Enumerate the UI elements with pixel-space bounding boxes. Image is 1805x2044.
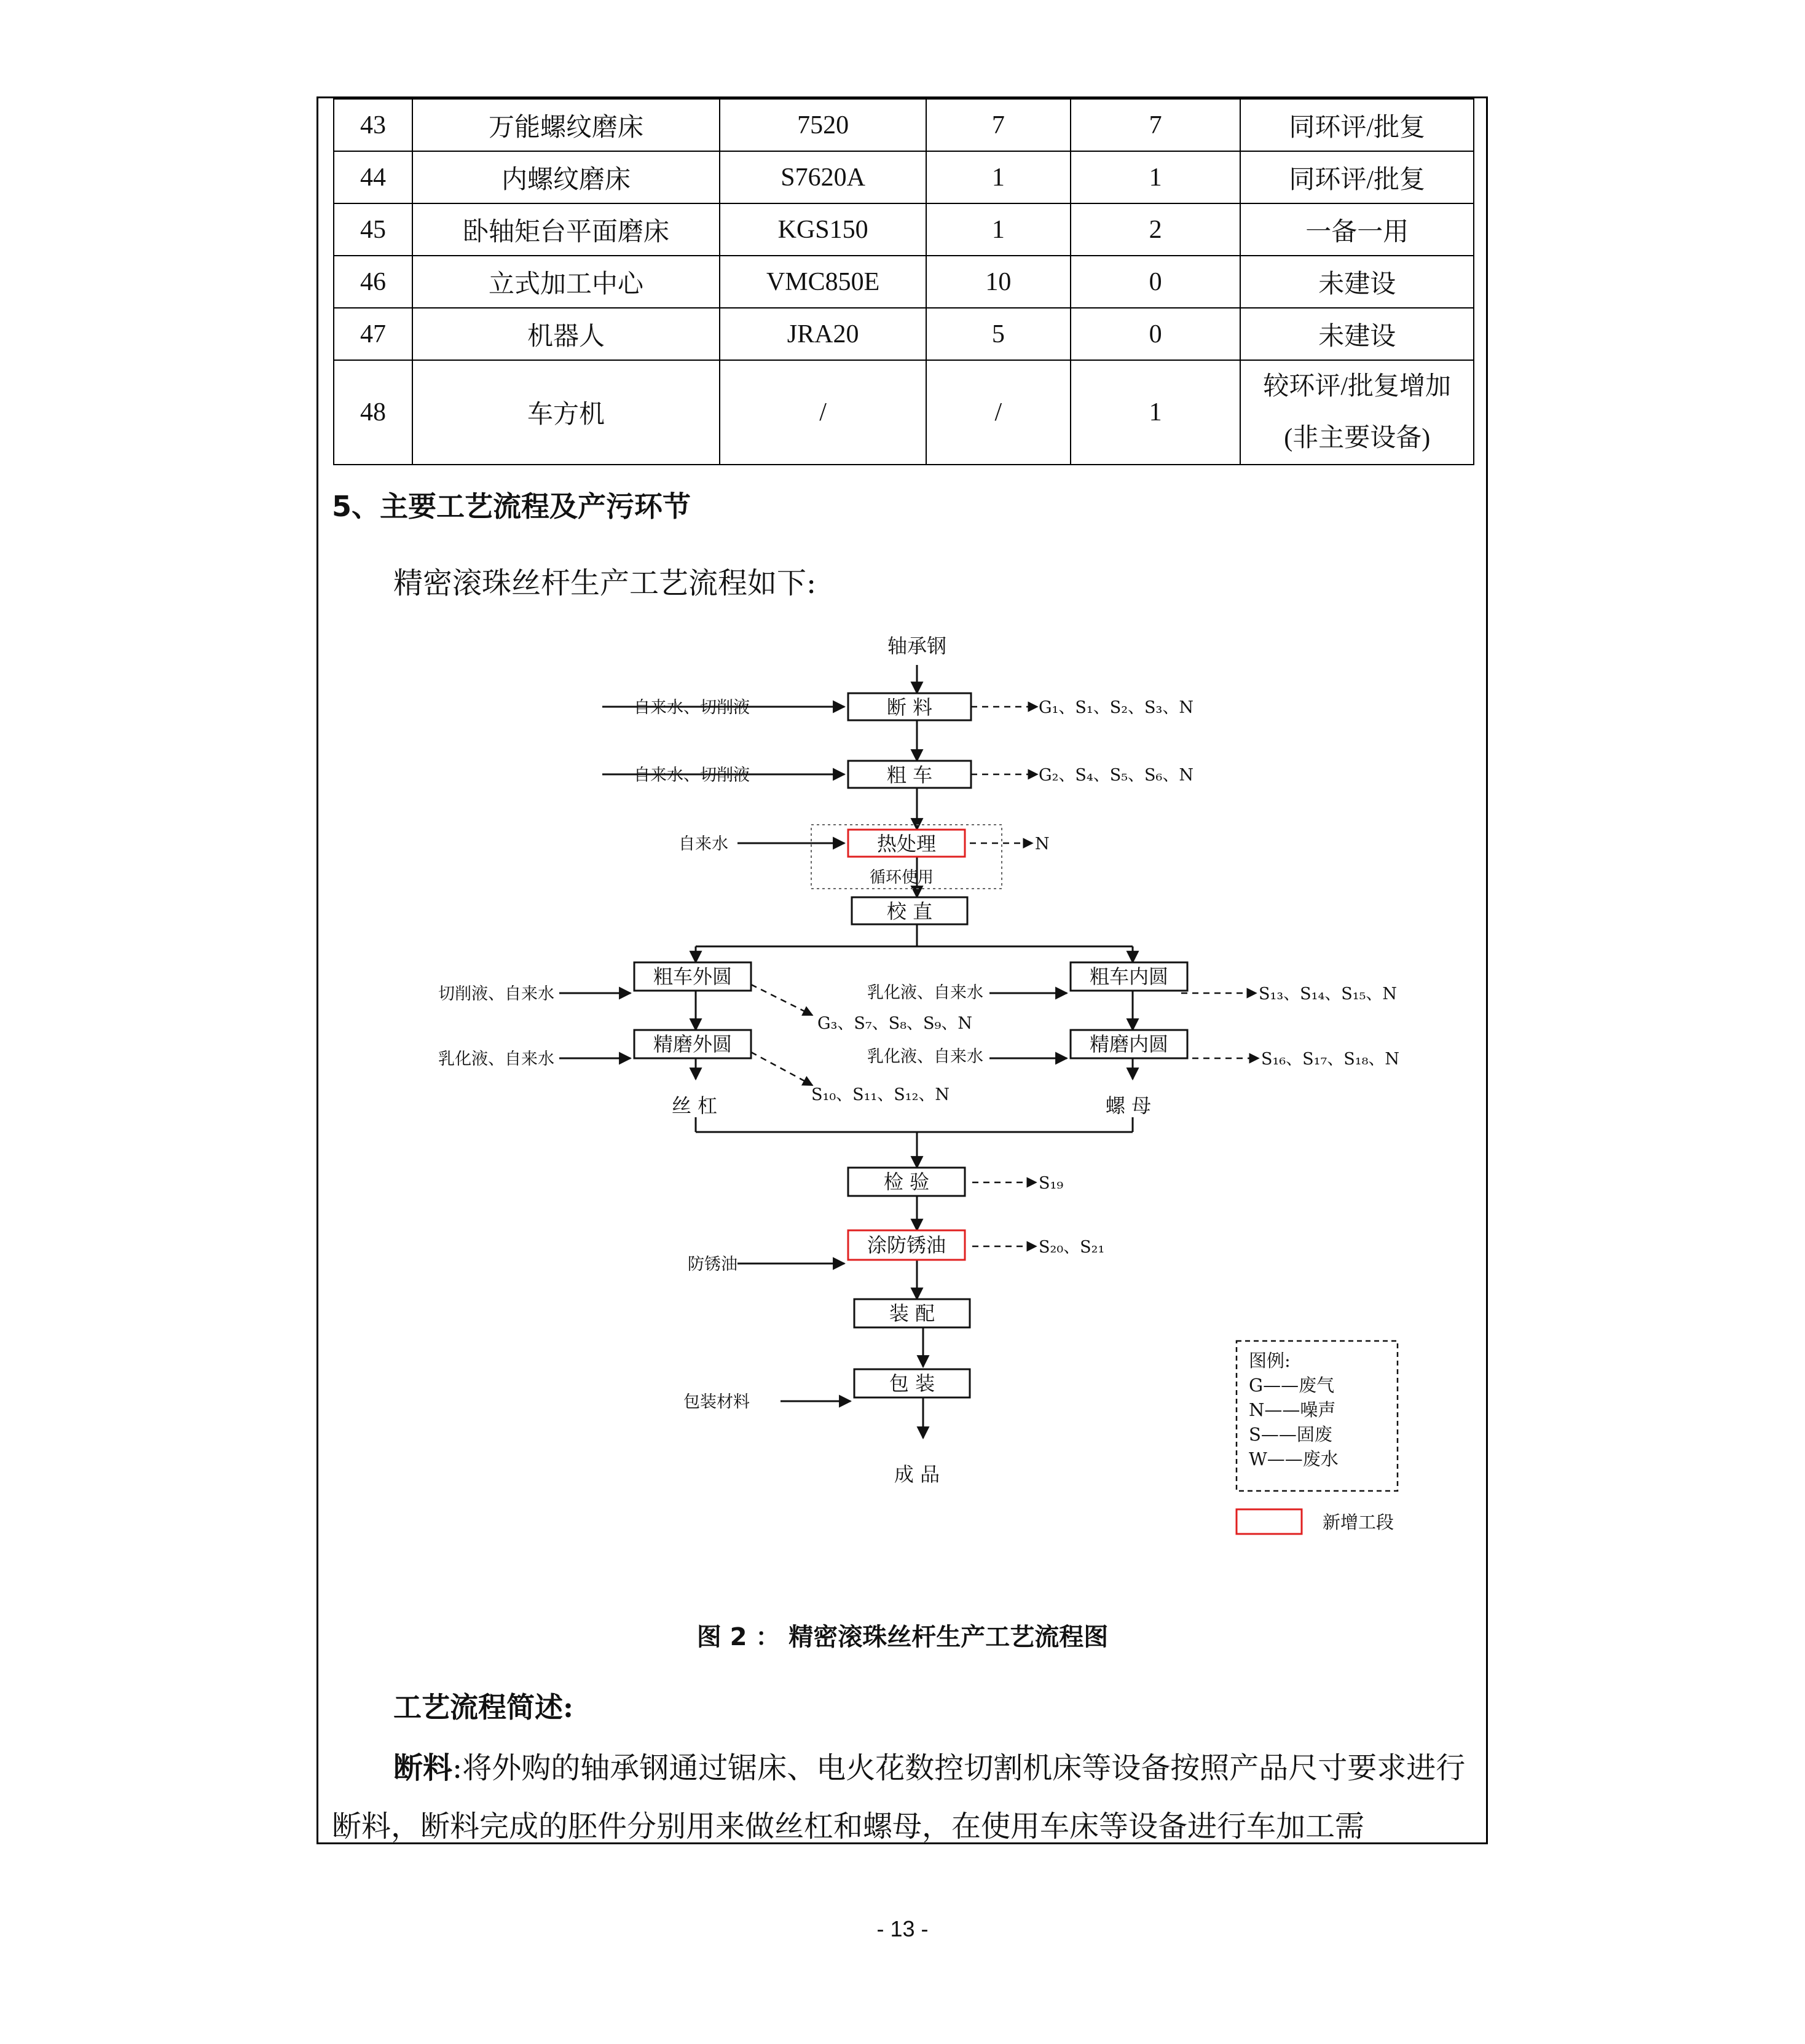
input-inner-rough: 乳化液、自来水 bbox=[867, 983, 983, 1002]
figure-caption: 图 2 ： 精密滚珠丝杆生产工艺流程图 bbox=[696, 1623, 1109, 1651]
table-row bbox=[334, 256, 1474, 308]
legend-title: 图例: bbox=[1249, 1350, 1291, 1371]
process-paragraph bbox=[332, 1739, 1475, 1856]
table-row bbox=[334, 203, 1474, 256]
step-inspect: 检 验 bbox=[883, 1170, 930, 1193]
equipment-name: 卧轴矩台平面磨床 bbox=[412, 203, 720, 256]
step-cutting: 断 料 bbox=[886, 696, 933, 719]
legend-new-stage: 新增工段 bbox=[1323, 1512, 1394, 1533]
output-cutting: G₁、S₁、S₂、S₃、N bbox=[1039, 698, 1194, 717]
remark-line-2: (非主要设备) bbox=[1284, 424, 1431, 452]
input-pack: 包装材料 bbox=[683, 1393, 750, 1412]
label-screw: 丝 杠 bbox=[671, 1094, 718, 1117]
step-assembly: 装 配 bbox=[889, 1302, 935, 1325]
equipment-model: / bbox=[720, 360, 926, 465]
output-rough-turn: G₂、S₄、S₅、S₆、N bbox=[1039, 766, 1194, 785]
planned-count: 1 bbox=[926, 151, 1071, 203]
input-rust-oil: 防锈油 bbox=[688, 1255, 737, 1274]
legend-w: W——废水 bbox=[1249, 1448, 1339, 1469]
equipment-name: 车方机 bbox=[412, 360, 720, 465]
input-inner-fine: 乳化液、自来水 bbox=[867, 1047, 983, 1066]
remark-line-1: 较环评/批复增加 bbox=[1263, 372, 1452, 401]
input-heat: 自来水 bbox=[678, 835, 728, 854]
recycle-label: 循环使用 bbox=[870, 868, 934, 887]
table-row bbox=[334, 308, 1474, 360]
step-inner-fine: 精磨内圆 bbox=[1089, 1032, 1169, 1056]
output-inner-rough: S₁₃、S₁₄、S₁₅、N bbox=[1259, 985, 1398, 1004]
equipment-name: 机器人 bbox=[412, 308, 720, 360]
planned-count: 5 bbox=[926, 308, 1071, 360]
actual-count: 1 bbox=[1071, 151, 1241, 203]
output-rust-oil: S₂₀、S₂₁ bbox=[1039, 1238, 1105, 1257]
label-nut: 螺 母 bbox=[1105, 1094, 1152, 1117]
actual-count: 0 bbox=[1071, 308, 1241, 360]
equipment-name: 万能螺纹磨床 bbox=[412, 99, 720, 151]
equipment-table bbox=[333, 98, 1474, 465]
input-outer-fine: 乳化液、自来水 bbox=[438, 1050, 554, 1069]
output-inner-fine: S₁₆、S₁₇、S₁₈、N bbox=[1261, 1050, 1400, 1069]
actual-count: 2 bbox=[1071, 203, 1241, 256]
row-no: 45 bbox=[334, 203, 412, 256]
row-no: 46 bbox=[334, 256, 412, 308]
actual-count: 7 bbox=[1071, 99, 1241, 151]
table-row bbox=[334, 151, 1474, 203]
legend-g: G——废气 bbox=[1249, 1375, 1335, 1396]
planned-count: / bbox=[926, 360, 1071, 465]
legend-s: S——固废 bbox=[1249, 1424, 1332, 1445]
output-outer-rough: G₃、S₇、S₈、S₉、N bbox=[817, 1014, 972, 1033]
process-flowchart bbox=[393, 627, 1450, 1579]
step-outer-rough: 粗车外圆 bbox=[653, 965, 733, 988]
remark: 未建设 bbox=[1240, 308, 1474, 360]
equipment-name: 立式加工中心 bbox=[412, 256, 720, 308]
output-inspect: S₁₉ bbox=[1039, 1174, 1064, 1193]
row-no: 43 bbox=[334, 99, 412, 151]
step-rust-oil: 涂防锈油 bbox=[867, 1233, 946, 1257]
actual-count: 0 bbox=[1071, 256, 1241, 308]
input-rough-turn: 自来水、切削液 bbox=[634, 766, 750, 785]
equipment-model: 7520 bbox=[720, 99, 926, 151]
step-outer-fine: 精磨外圆 bbox=[653, 1032, 733, 1056]
remark: 未建设 bbox=[1240, 256, 1474, 308]
row-no: 48 bbox=[334, 360, 412, 465]
planned-count: 7 bbox=[926, 99, 1071, 151]
planned-count: 10 bbox=[926, 256, 1071, 308]
para-text: :将外购的轴承钢通过锯床、电火花数控切割机床等设备按照产品尺寸要求进行断料，断料完成的胚件分别用来做丝杠和螺母，在使用车床等设备进行车加工需 bbox=[332, 1751, 1466, 1844]
remark: 同环评/批复 bbox=[1240, 151, 1474, 203]
step-pack: 包 装 bbox=[889, 1372, 935, 1395]
section-heading: 5、主要工艺流程及产污环节 bbox=[332, 490, 691, 523]
legend-n: N——噪声 bbox=[1249, 1399, 1336, 1420]
equipment-model: JRA20 bbox=[720, 308, 926, 360]
step-inner-rough: 粗车内圆 bbox=[1089, 965, 1169, 988]
flow-start: 轴承钢 bbox=[887, 634, 947, 658]
actual-count: 1 bbox=[1071, 360, 1241, 465]
table-row bbox=[334, 99, 1474, 151]
page-number: - 13 - bbox=[876, 1916, 929, 1941]
remark: 同环评/批复 bbox=[1240, 99, 1474, 151]
equipment-model: KGS150 bbox=[720, 203, 926, 256]
equipment-model: VMC850E bbox=[720, 256, 926, 308]
equipment-name: 内螺纹磨床 bbox=[412, 151, 720, 203]
input-cutting: 自来水、切削液 bbox=[634, 698, 750, 717]
equipment-model: S7620A bbox=[720, 151, 926, 203]
table-row bbox=[334, 360, 1474, 465]
para-lead: 断料 bbox=[393, 1751, 453, 1785]
step-straighten: 校 直 bbox=[886, 900, 933, 923]
row-no: 44 bbox=[334, 151, 412, 203]
remark: 一备一用 bbox=[1240, 203, 1474, 256]
output-heat: N bbox=[1035, 835, 1050, 854]
step-heat-treatment: 热处理 bbox=[876, 832, 937, 855]
input-outer-rough: 切削液、自来水 bbox=[438, 985, 554, 1004]
step-rough-turn: 粗 车 bbox=[886, 763, 933, 787]
output-outer-fine: S₁₀、S₁₁、S₁₂、N bbox=[811, 1085, 950, 1104]
planned-count: 1 bbox=[926, 203, 1071, 256]
intro-text: 精密滚珠丝杆生产工艺流程如下: bbox=[393, 566, 817, 600]
flow-product: 成 品 bbox=[894, 1463, 940, 1486]
remark bbox=[1240, 360, 1474, 465]
row-no: 47 bbox=[334, 308, 412, 360]
process-subheading: 工艺流程简述: bbox=[393, 1691, 573, 1724]
